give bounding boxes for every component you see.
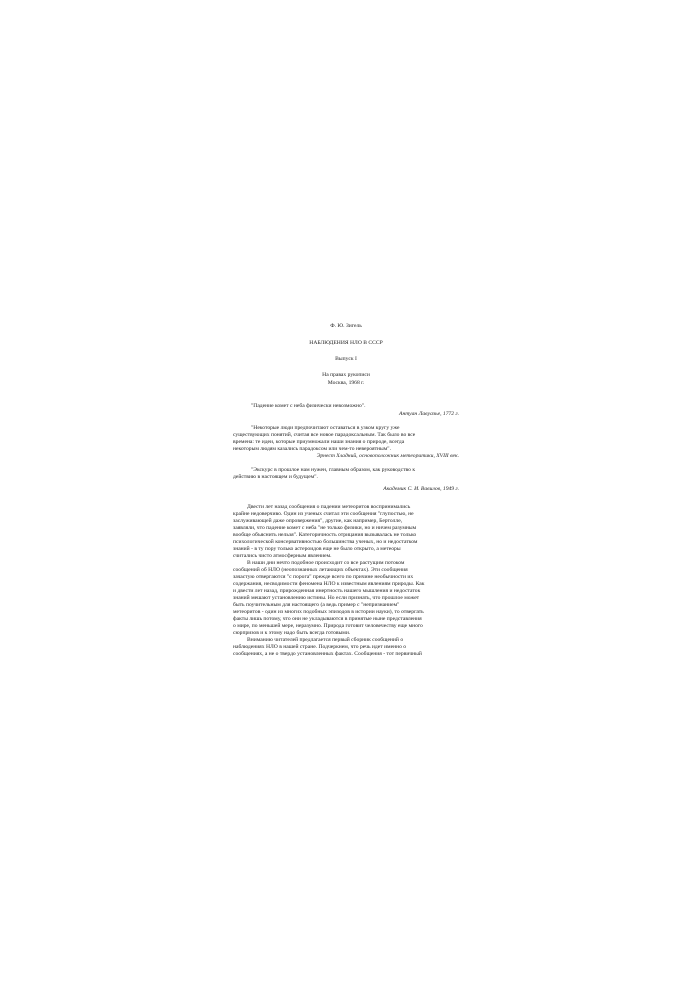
epigraph-2-line: "Некоторые люди предпочитают оставаться в узком кругу уже — [251, 425, 400, 431]
paragraph-2-line: метеоритов - один из многих подобных эпизодов в истории науки), то отвергать — [233, 609, 424, 615]
paragraph-3-line: наблюдениях НЛО в нашей стране. Подчеркнем, что речь идет именно о — [233, 644, 407, 650]
epigraph-3-line: "Экскурс в прошлое нам нужен, главным образом, как руководство к — [251, 467, 416, 473]
place-and-year: Москва, 1968 г. — [327, 380, 365, 386]
epigraph-2-line: времена: те идеи, которые приумножали наши знания о природе, всегда — [233, 439, 405, 445]
epigraph-3-line: действию в настоящем и будущем". — [233, 474, 318, 480]
document-page — [233, 0, 459, 1000]
paragraph-1-line: вообще объяснить нельзя". Категоричность отрицания вызывалась не только — [233, 532, 417, 538]
paragraph-1-line: Двести лет назад сообщения о падении метеоритов воспринимались — [247, 504, 411, 510]
paragraph-2-line: зачастую отвергаются "с порога" прежде всего по причине необычности их — [233, 574, 414, 580]
epigraph-1-line: "Падение комет с неба физически невозможно". — [251, 403, 366, 409]
paragraph-1-line: заслуживающей даже опровержения", другие, как например, Бертолле, — [233, 518, 403, 524]
paragraph-3-line: Вниманию читателей предлагается первый сборник сообщений о — [247, 637, 404, 643]
author-name: Ф. Ю. Зигель — [330, 323, 362, 329]
paragraph-2-line: факты лишь потому, что они не укладываются в принятые ныне представления — [233, 616, 422, 622]
paragraph-2-line: быть поучительным для настоящего (а ведь пример с "непризнанием" — [233, 602, 400, 608]
issue-number: Выпуск I — [335, 356, 357, 362]
paragraph-3-line: сообщениях, а не о твердо установленных фактах. Сообщения - тот первичный — [233, 651, 422, 657]
rights-note: На правах рукописи — [322, 372, 370, 378]
paragraph-2-line: и двести лет назад, прирожденная инертность нашего мышления и недостаток — [233, 588, 421, 594]
paragraph-1-line: психологической консервативностью большинства ученых, но и недостатком — [233, 539, 418, 545]
epigraph-1-attribution: Антуан Лавуазье, 1772 г. — [399, 411, 459, 417]
epigraph-2-line: существующих понятий, считая все новое парадоксальным. Так было во все — [233, 432, 416, 438]
paragraph-1-line: знаний - в ту пору только астероидов еще не было открыто, а метеоры — [233, 546, 401, 552]
document-title: НАБЛЮДЕНИЯ НЛО В СССР — [309, 340, 383, 346]
paragraph-1-line: заявляли, что падение комет с неба "не только физики, но и ничем разумным — [233, 525, 417, 531]
paragraph-2-line: сообщений об НЛО (неопознанных летающих объектах). Эти сообщения — [233, 567, 408, 573]
paragraph-2-line: знаний мешают установлению истины. Но если признать, что прошлое может — [233, 595, 420, 601]
paragraph-2-line: о мире, по меньшей мере, неразумно. Природа готовит человечеству еще много — [233, 623, 423, 629]
epigraph-2-attribution: Эрнест Хладний, основоположник метеоритики, XVIII век. — [316, 453, 459, 459]
paragraph-1-line: крайне недоверчиво. Один из ученых считал эти сообщения "глупостью, не — [233, 511, 414, 517]
epigraph-2-line: некоторым людям казались парадоксом или чем-то невероятным". — [233, 446, 391, 452]
paragraph-2-line: сюрпризов и к этому надо быть всегда готовыми. — [233, 630, 351, 636]
paragraph-1-line: считались чисто атмосферным явлением. — [233, 553, 332, 559]
epigraph-3-attribution: Академик С. И. Вавилов, 1949 г. — [383, 486, 459, 492]
paragraph-2-line: содержания, несводимости феномена НЛО к известным явлениям природы. Как — [233, 581, 425, 587]
paragraph-2-line: В наши дни нечто подобное происходит со все растущим потоком — [247, 560, 405, 566]
